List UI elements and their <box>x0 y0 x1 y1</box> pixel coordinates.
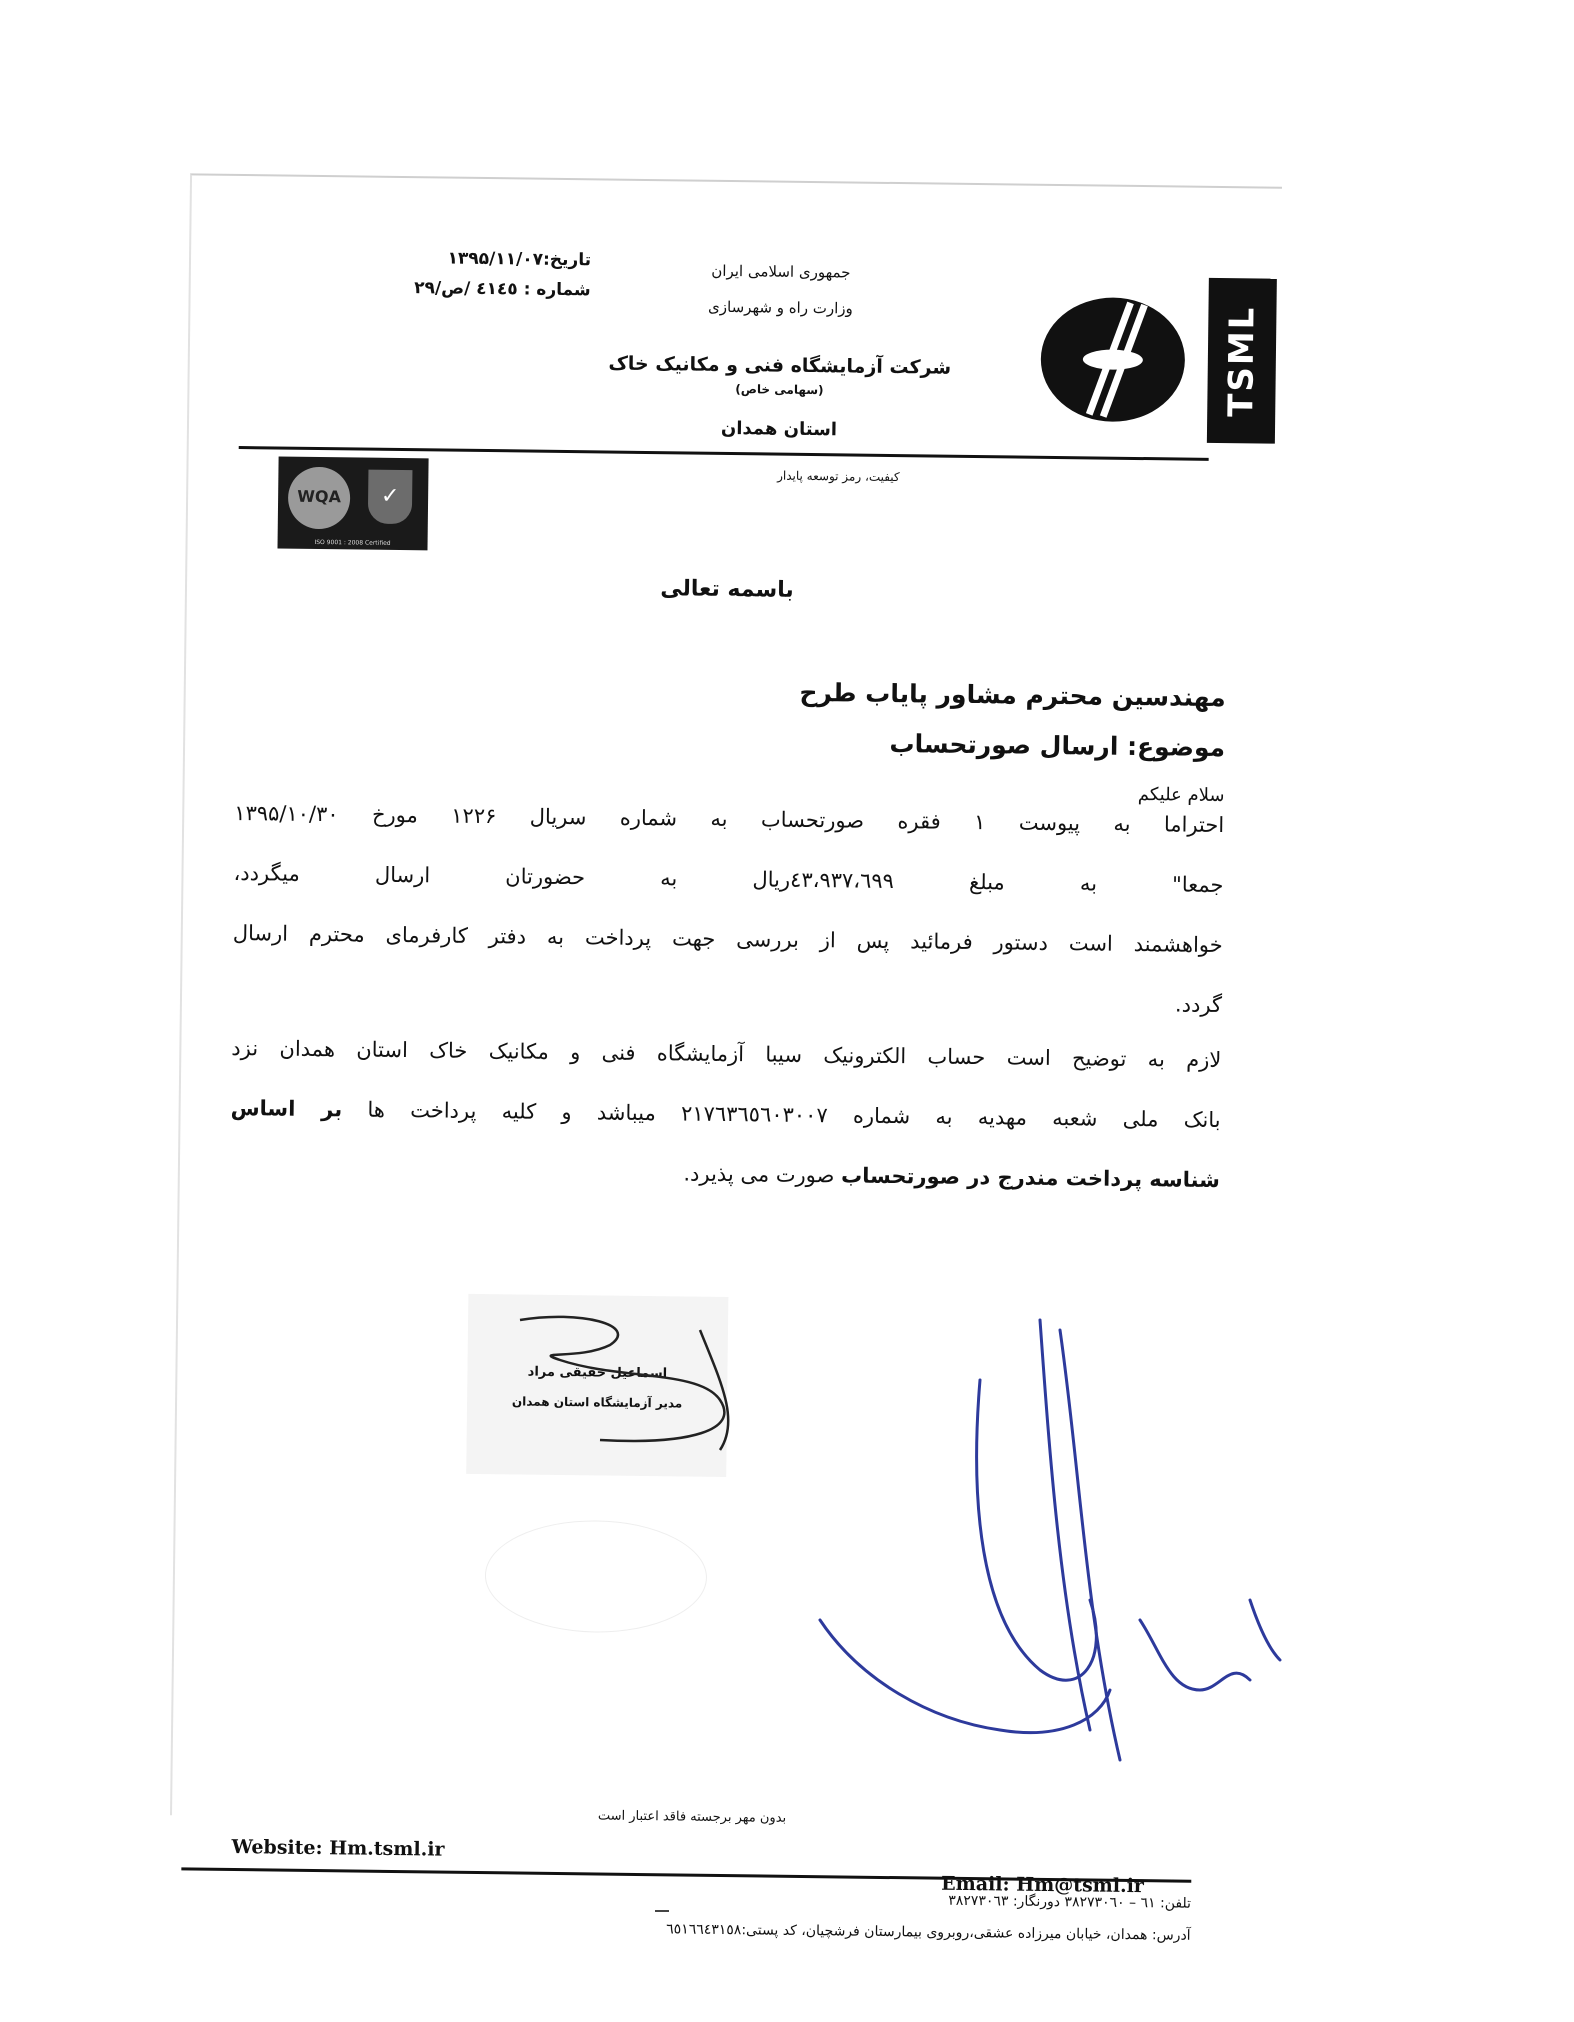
body-line-7-end: صورت می پذیرد. <box>683 1161 835 1188</box>
ukas-shield-icon: ✓ <box>368 470 413 525</box>
body-bold-payment-id: شناسه پرداخت مندرج در صورتحساب <box>840 1163 1220 1193</box>
country-name: جمهوری اسلامی ایران <box>711 261 851 282</box>
subject-line: موضوع: ارسال صورتحساب <box>889 728 1226 763</box>
blue-signature-stroke <box>820 1320 1280 1760</box>
body-line-4: گردد. <box>1174 992 1223 1018</box>
tsml-logo-text: TSML <box>1221 304 1263 417</box>
body-line-2: جمعا" به مبلغ ٤٣،٩٣٧،٦٩٩ریال به حضورتان ارسال میگردد، <box>233 860 1224 898</box>
body-line-3: خواهشمند است دستور فرمائید پس از بررسی جهت پرداخت به دفتر کارفرمای محترم ارسال <box>232 920 1223 958</box>
stray-mark <box>655 1910 669 1912</box>
wqa-label: WQA <box>297 486 342 507</box>
website-link[interactable]: Website: Hm.tsml.ir <box>231 1836 445 1861</box>
emboss-notice: بدون مهر برجسته فاقد اعتبار است <box>597 1808 787 1826</box>
body-line-6-text: بانک ملی شعبه مهدیه به شماره ۲۱۷٦۳٦٥٦۰۳۰۰۷ میباشد و کلیه پرداخت ها <box>367 1097 1221 1133</box>
body-bold-basis: بر اساس <box>230 1095 343 1122</box>
company-type: (سهامی خاص) <box>735 382 824 398</box>
signatory-name: اسماعیل حقیقی مراد <box>527 1364 668 1382</box>
addressee: مهندسین محترم مشاور پایاب طرح <box>799 677 1226 713</box>
stamp-signature-stroke <box>520 1317 728 1450</box>
letter-date: تاریخ:۱۳۹۵/۱۱/۰۷ <box>447 248 592 271</box>
company-name-text: شرکت آزمایشگاه فنی و مکانیک خاک <box>608 352 952 379</box>
letter-number: شماره : ٤١٤٥ /ص/۲۹ <box>414 278 591 301</box>
greeting: سلام علیکم <box>1137 784 1225 807</box>
ministry-name: وزارت راه و شهرسازی <box>707 297 853 318</box>
body-line-1: احتراما به پیوست ۱ فقره صورتحساب به شماره سریال ۱۲۲۶ مورخ ۱۳۹۵/۱۰/۳۰ <box>234 800 1225 838</box>
cert-caption: ISO 9001 : 2008 Certified <box>314 538 391 547</box>
company-motto: کیفیت، رمز توسعه پایدار <box>777 468 900 485</box>
province-name: استان همدان <box>720 417 838 441</box>
email-link[interactable]: Email: Hm@tsml.ir <box>941 1872 1145 1898</box>
footer-address: آدرس: همدان، خیابان میرزاده عشقی،روبروی بیمارستان فرشچیان، کد پستی:٦٥۱٦٦٤۳۱٥۸ <box>666 1921 1191 1944</box>
footer-phones: تلفن: ٦۱ – ۳۸۲۷۳۰٦۰ دورنگار: ۳۸۲۷۳۰٦۳ <box>948 1892 1192 1912</box>
basmala: باسمه تعالی <box>660 576 794 603</box>
body-line-5: لازم به توضیح است حساب الکترونیک سیبا آزمایشگاه فنی و مکانیک خاک استان همدان نزد <box>231 1035 1222 1073</box>
signatory-title: مدیر آزمایشگاه استان همدان <box>511 1394 683 1411</box>
